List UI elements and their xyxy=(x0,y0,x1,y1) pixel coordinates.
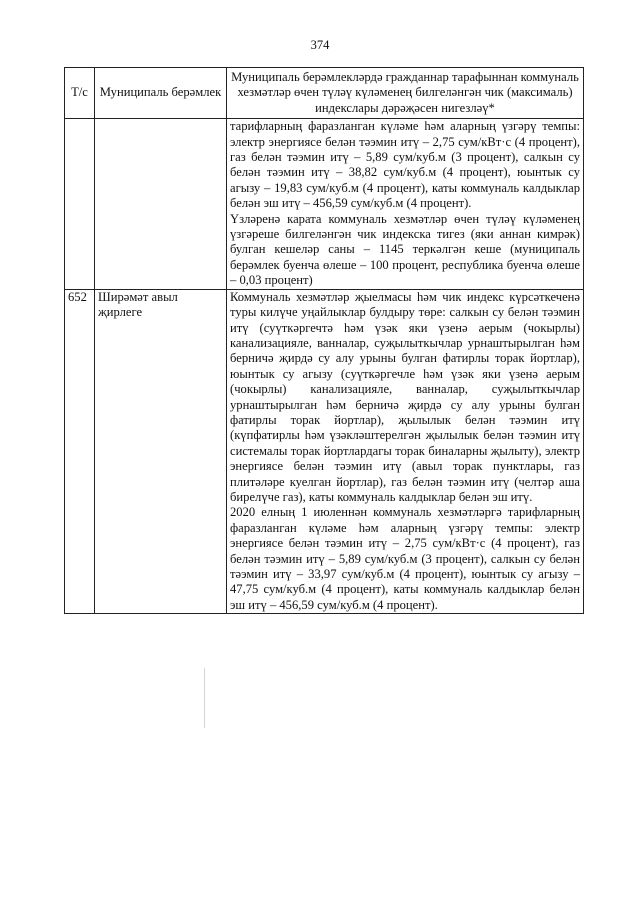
description-paragraph: тарифларның фаразланган күләме һәм аларның үзгәрү темпы: электр энергиясе белән тәэмин итү – 2,75 сум/кВт·с (4 процент), газ белән тәэмин итү – 5,89 сум/куб.м (3 процент), салкын су белән тәэмин итү – 38,82 сум/куб.м (4 процент), юынтык су агызу – 19,83 сум/куб.м (4 процент), каты коммуналь калдыклар белән эш итү – 456,59 сум/куб.м (4 процент). xyxy=(230,119,580,211)
municipality-name: Ширәмәт авыл җирлеге xyxy=(95,289,227,614)
scan-artifact-line xyxy=(204,668,205,728)
description-paragraph: Үзләренә карата коммуналь хезмәтләр өчен түләү күләменең үзгәреше билгеләнгән чик индекска тигез (яки аннан кимрәк) булган кешеләр саны – 1145 теркәлгән кеше (муниципаль берәмлек буенча өлеше – 100 процент, республика буенча өлеше – 0,03 процент) xyxy=(230,211,580,288)
header-num: Т/с xyxy=(65,68,95,119)
table-header-row xyxy=(65,68,584,119)
row-description xyxy=(227,289,584,614)
row-number: 652 xyxy=(65,289,95,614)
municipality-name xyxy=(95,119,227,289)
municipal-tariff-table xyxy=(64,67,584,614)
table-row xyxy=(65,119,584,289)
header-description: Муниципаль берәмлекләрдә гражданнар тарафыннан коммуналь хезмәтләр өчен түләү күләменең билгеләнгән чик (максималь) индекслары дәрәҗәсен нигезләү* xyxy=(227,68,584,119)
description-paragraph: 2020 елның 1 июленнән коммуналь хезмәтләргә тарифларның фаразланган күләме һәм аларның үзгәрү темпы: электр энергиясе белән тәэмин итү – 2,75 сум/кВт·с (4 процент), газ белән тәэмин итү – 5,89 сум/куб.м (3 процент), салкын су белән тәэмин итү – 33,97 сум/куб.м (4 процент), юынтык су агызу – 47,75 сум/куб.м (4 процент), каты коммуналь калдыклар белән эш итү – 456,59 сум/куб.м (4 процент). xyxy=(230,505,580,612)
row-description xyxy=(227,119,584,289)
description-paragraph: Коммуналь хезмәтләр җыелмасы һәм чик индекс күрсәткеченә туры килүче уңайлыклар булдыру төре: салкын су белән тәэмин итү (суүткәргечтә һәм үзәк яки үзенә аерым (чокырлы) канализацияле, ванналар, суҗылыткычлар урнаштырылган һәм берничә җирдә су алу урыны булган фатирлы торак йортлар), юынтык су агызу (суүткәргечле һәм үзәк яки үзенә аерым (чокырлы) канализацияле, ванналар, суҗылыткычлар урнаштырылган һәм берничә җирдә су алу урыны булган фатирлы торак йортлар), җылылык белән тәэмин итү (күпфатирлы һәм үзәкләштерелгән җылылык белән тәэмин итү системалы торак йортлардагы торак биналарны җылыту), электр энергиясе белән тәэмин итү (авыл торак пунктлары, газ плитәләре куелган йортлар), газ белән тәэмин итү (челтәр аша бирелүче газ), каты коммуналь калдыклар белән эш итү. xyxy=(230,289,580,504)
row-number xyxy=(65,119,95,289)
page-number: 374 xyxy=(310,38,330,52)
header-municipality: Муниципаль берәмлек xyxy=(95,68,227,119)
table-row xyxy=(65,289,584,614)
